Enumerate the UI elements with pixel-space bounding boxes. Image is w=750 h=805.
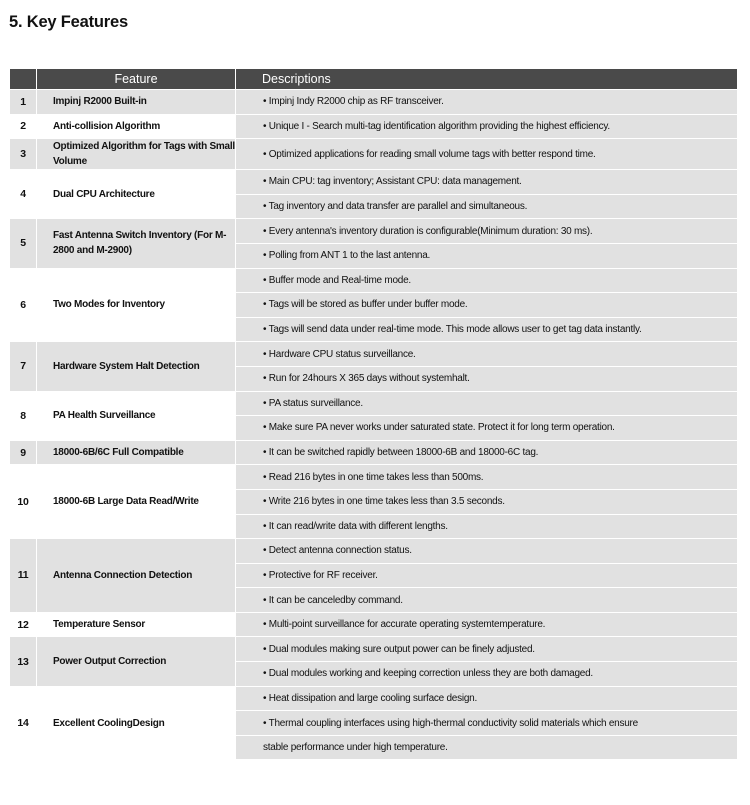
feature-number: 12: [10, 612, 37, 637]
feature-description: • Polling from ANT 1 to the last antenna.: [236, 243, 738, 268]
feature-name: PA Health Surveillance: [37, 391, 236, 440]
section-title: 5. Key Features: [9, 13, 128, 31]
feature-group: [10, 170, 738, 219]
feature-description: • Tags will send data under real-time mode. This mode allows user to get tag data instantly.: [236, 317, 738, 342]
feature-description: • Heat dissipation and large cooling surface design.: [236, 686, 738, 711]
table-row: [10, 539, 738, 564]
feature-number: 10: [10, 465, 37, 539]
feature-group: [10, 90, 738, 115]
feature-group: [10, 268, 738, 342]
feature-name: Impinj R2000 Built-in: [37, 90, 236, 115]
feature-description: • Write 216 bytes in one time takes less than 3.5 seconds.: [236, 489, 738, 514]
feature-description: • Every antenna's inventory duration is configurable(Minimum duration: 30 ms).: [236, 219, 738, 244]
feature-description: • Buffer mode and Real-time mode.: [236, 268, 738, 293]
feature-name: Anti-collision Algorithm: [37, 114, 236, 139]
table-row: [10, 219, 738, 244]
feature-description: • Unique I - Search multi-tag identification algorithm providing the highest efficiency.: [236, 114, 738, 139]
table-row: [10, 90, 738, 115]
feature-description: • Impinj Indy R2000 chip as RF transceiver.: [236, 90, 738, 115]
table-row: [10, 391, 738, 416]
feature-group: [10, 139, 738, 170]
feature-name: Temperature Sensor: [37, 612, 236, 637]
table-row: [10, 637, 738, 662]
table-header-row: [10, 69, 738, 90]
header-feature: Feature: [37, 69, 236, 90]
feature-description: • Dual modules working and keeping correction unless they are both damaged.: [236, 662, 738, 687]
table-row: [10, 465, 738, 490]
feature-description: • Dual modules making sure output power can be finely adjusted.: [236, 637, 738, 662]
feature-name: 18000-6B/6C Full Compatible: [37, 440, 236, 465]
feature-number: 2: [10, 114, 37, 139]
feature-name: 18000-6B Large Data Read/Write: [37, 465, 236, 539]
feature-name: Power Output Correction: [37, 637, 236, 686]
feature-number: 8: [10, 391, 37, 440]
feature-group: [10, 114, 738, 139]
feature-number: 11: [10, 539, 37, 613]
feature-description: • It can read/write data with different lengths.: [236, 514, 738, 539]
feature-name: Two Modes for Inventory: [37, 268, 236, 342]
feature-number: 14: [10, 686, 37, 760]
feature-group: [10, 637, 738, 686]
feature-description: • Run for 24hours X 365 days without systemhalt.: [236, 366, 738, 391]
table-row: [10, 686, 738, 711]
feature-number: 6: [10, 268, 37, 342]
table-row: [10, 170, 738, 195]
feature-description: • Detect antenna connection status.: [236, 539, 738, 564]
feature-number: 5: [10, 219, 37, 268]
table-row: [10, 440, 738, 465]
feature-name: Excellent CoolingDesign: [37, 686, 236, 760]
feature-number: 4: [10, 170, 37, 219]
feature-description: • Hardware CPU status surveillance.: [236, 342, 738, 367]
feature-number: 9: [10, 440, 37, 465]
feature-description: • Thermal coupling interfaces using high-thermal conductivity solid materials which ensure: [236, 711, 738, 736]
table-row: [10, 612, 738, 637]
feature-name: Antenna Connection Detection: [37, 539, 236, 613]
feature-number: 13: [10, 637, 37, 686]
feature-group: [10, 465, 738, 539]
feature-name: Fast Antenna Switch Inventory (For M-2800 and M-2900): [37, 219, 236, 268]
feature-description: • Optimized applications for reading small volume tags with better respond time.: [236, 139, 738, 170]
table-row: [10, 114, 738, 139]
feature-description: • Protective for RF receiver.: [236, 563, 738, 588]
feature-description: • PA status surveillance.: [236, 391, 738, 416]
feature-description: • Main CPU: tag inventory; Assistant CPU: data management.: [236, 170, 738, 195]
feature-group: [10, 686, 738, 760]
feature-group: [10, 539, 738, 613]
header-descriptions: Descriptions: [236, 69, 738, 90]
table-row: [10, 342, 738, 367]
feature-description: stable performance under high temperature.: [236, 735, 738, 760]
feature-description: • Tag inventory and data transfer are parallel and simultaneous.: [236, 194, 738, 219]
table-row: [10, 139, 738, 170]
table-row: [10, 268, 738, 293]
feature-group: [10, 612, 738, 637]
feature-group: [10, 219, 738, 268]
header-number: [10, 69, 37, 90]
key-features-table: [9, 68, 738, 760]
feature-number: 3: [10, 139, 37, 170]
feature-name: Dual CPU Architecture: [37, 170, 236, 219]
feature-description: • Make sure PA never works under saturated state. Protect it for long term operation.: [236, 416, 738, 441]
feature-description: • Read 216 bytes in one time takes less than 500ms.: [236, 465, 738, 490]
feature-name: Optimized Algorithm for Tags with Small Volume: [37, 139, 236, 170]
feature-name: Hardware System Halt Detection: [37, 342, 236, 391]
feature-number: 1: [10, 90, 37, 115]
feature-description: • Tags will be stored as buffer under buffer mode.: [236, 293, 738, 318]
feature-description: • It can be switched rapidly between 18000-6B and 18000-6C tag.: [236, 440, 738, 465]
feature-number: 7: [10, 342, 37, 391]
feature-description: • Multi-point surveillance for accurate operating systemtemperature.: [236, 612, 738, 637]
feature-group: [10, 342, 738, 391]
feature-group: [10, 440, 738, 465]
feature-group: [10, 391, 738, 440]
feature-description: • It can be canceledby command.: [236, 588, 738, 613]
